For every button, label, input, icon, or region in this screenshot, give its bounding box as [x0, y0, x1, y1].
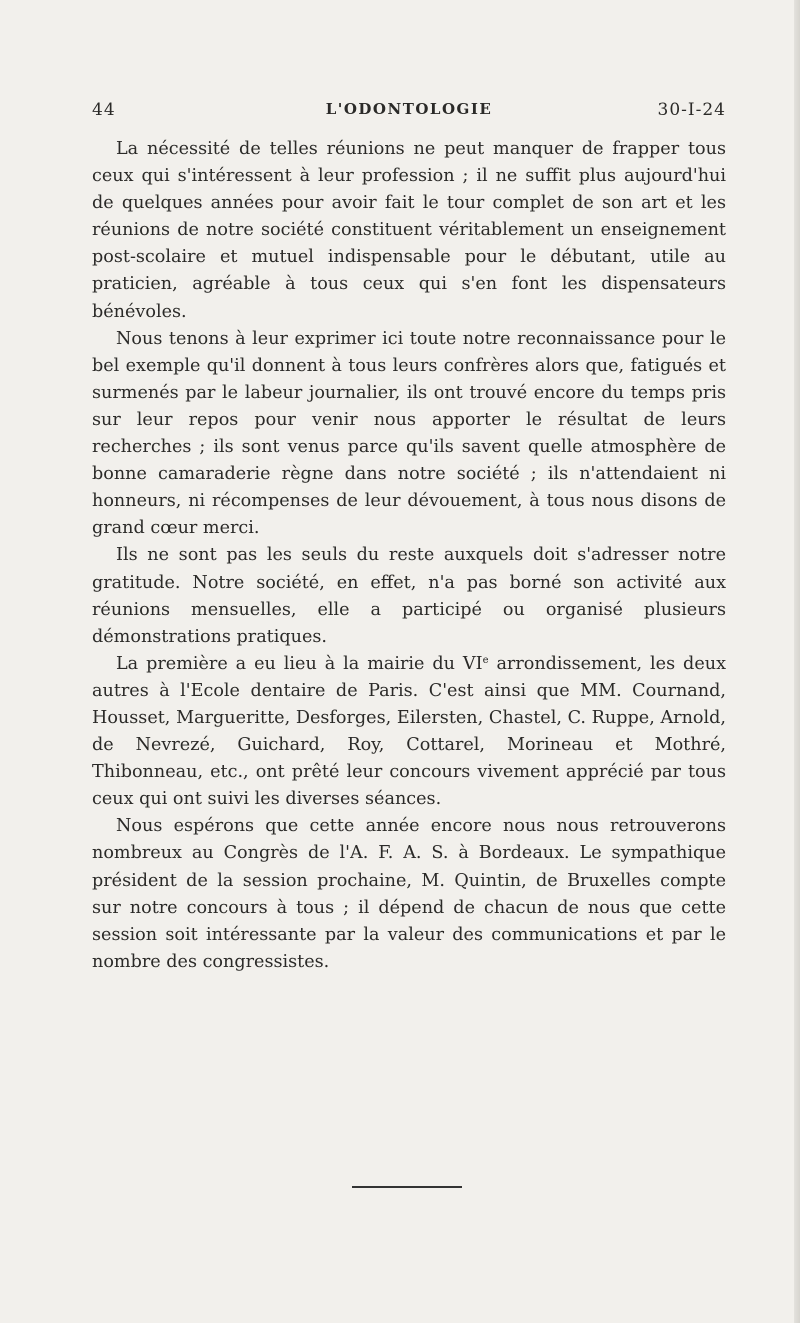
running-header [92, 100, 726, 126]
paragraph-3: Ils ne sont pas les seuls du reste auxquels doit s'adresser notre gratitude. Notre société, en effet, n'a pas borné son activité aux réunions mensuelles, elle a participé ou organisé plusieurs démonstrations pratiques. [92, 545, 726, 647]
section-end-rule [352, 1186, 462, 1188]
paragraph-4 [92, 651, 726, 814]
page-edge-shadow [794, 0, 800, 1323]
running-title: L'ODONTOLOGIE [325, 100, 493, 118]
page-number: 44 [92, 100, 116, 120]
article-body [92, 136, 726, 976]
paragraph-4-start: La première a eu lieu à la mairie du VI [116, 653, 483, 674]
paragraph-5: Nous espérons que cette année encore nous nous retrouverons nombreux au Congrès de l'A. F. A. S. à Bordeaux. Le sympathique président de la session prochaine, M. Quintin, de Bruxelles compte sur notre concours à tous ; il dépend de chacun de nous que cette session soit intéressante par la valeur des communications et par le nombre des congressistes. [92, 816, 726, 972]
paragraph-1: La nécessité de telles réunions ne peut manquer de frapper tous ceux qui s'intéressent à leur profession ; il ne suffit plus aujourd'hui de quelques années pour avoir fait le tour complet de son art et les réunions de notre société constituent véritablement un enseignement post-scolaire et mutuel indispensable pour le débutant, utile au praticien, agréable à tous ceux qui s'en font les dispensateurs bénévoles. [92, 139, 726, 322]
paragraph-2: Nous tenons à leur exprimer ici toute notre reconnaissance pour le bel exemple qu'il donnent à tous leurs confrères alors que, fatigués et surmenés par le labeur journalier, ils ont trouvé encore du temps pris sur leur repos pour venir nous apporter le résultat de leurs recherches ; ils sont venus parce qu'ils savent quelle atmosphère de bonne camaraderie règne dans notre société ; ils n'attendaient ni honneurs, ni récompenses de leur dévouement, à tous nous disons de grand cœur merci. [92, 328, 726, 539]
issue-date: 30-I-24 [657, 100, 726, 120]
ordinal-superscript: e [482, 654, 489, 666]
paragraph-4-end: arrondissement, les deux autres à l'Ecole dentaire de Paris. C'est ainsi que MM. Cournand, Housset, Margueritte, Desforges, Eilersten, Chastel, C. Ruppe, Arnold, de Nevrezé, Guichard, Roy, Cottarel, Morineau et Mothré, Thibonneau, etc., ont prêté leur concours vivement apprécié par tous ceux qui ont suivi les diverses séances. [92, 653, 726, 810]
